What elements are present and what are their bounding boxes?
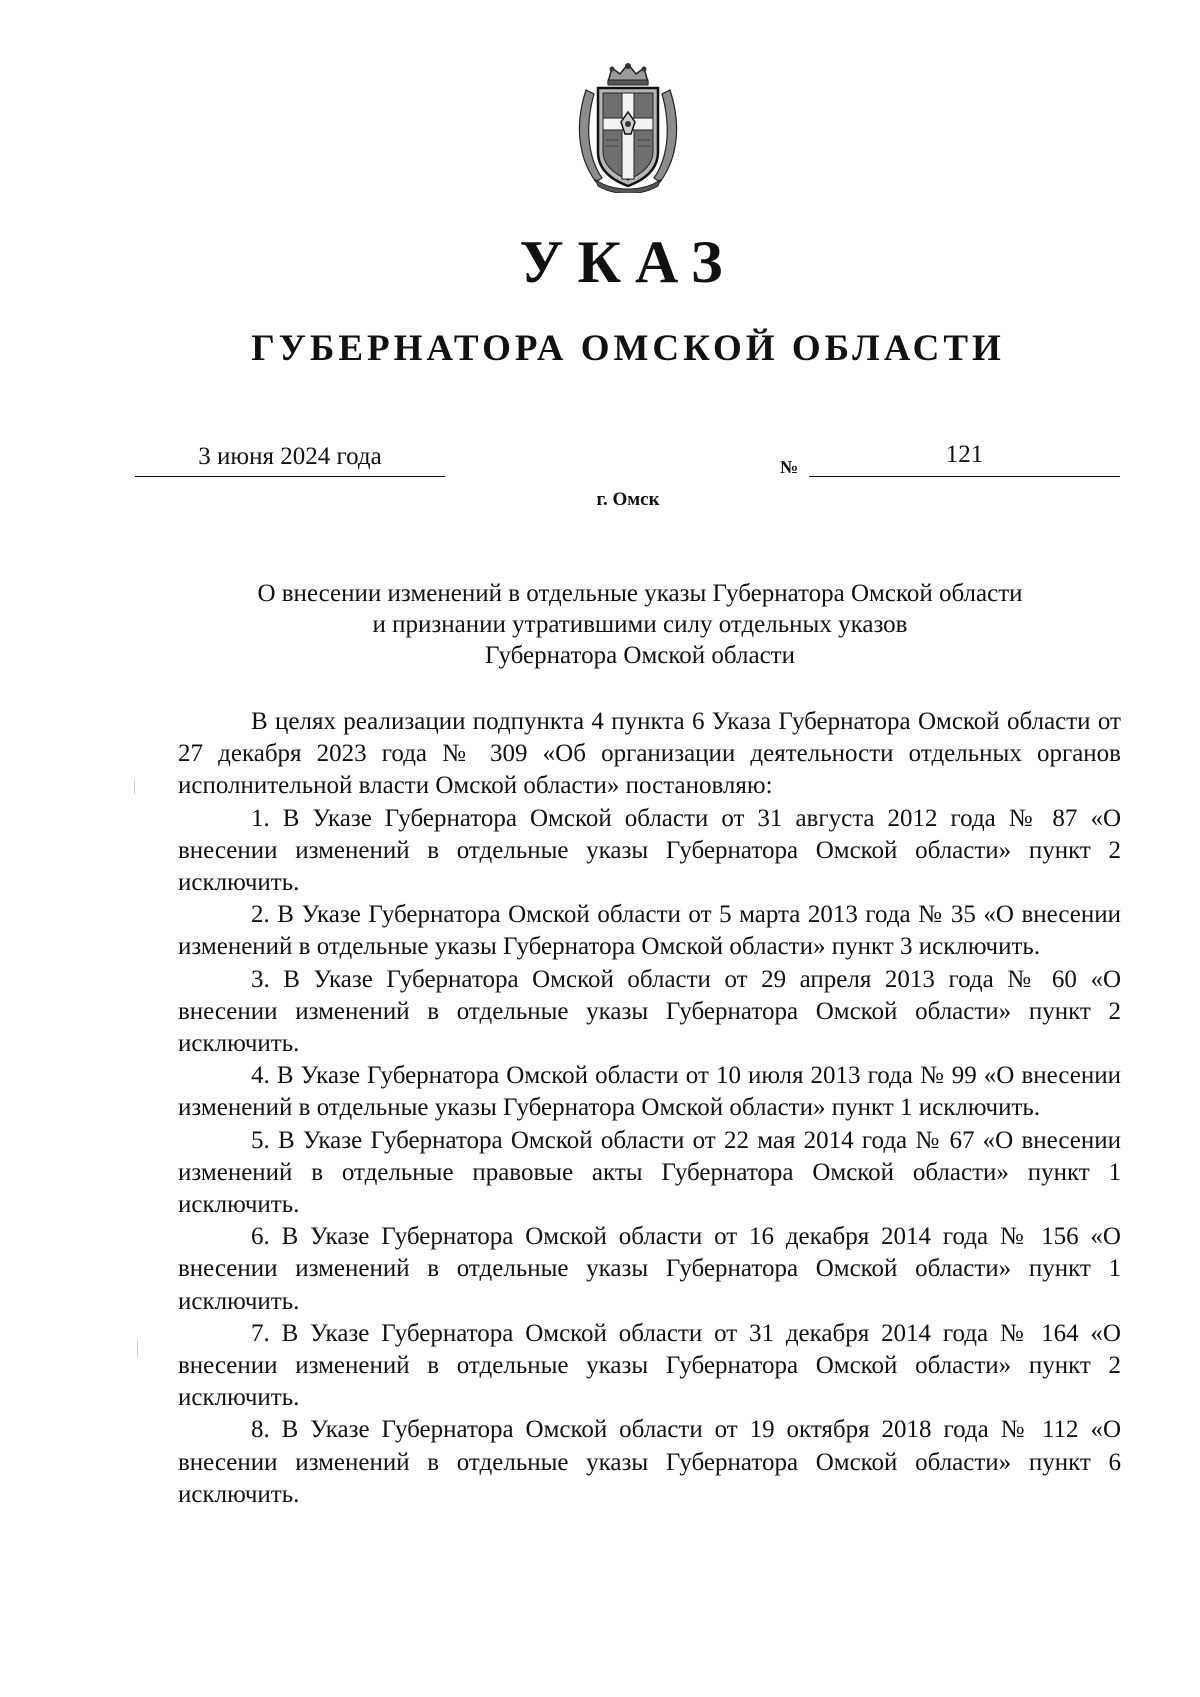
heading-line: Губернатора Омской области xyxy=(485,642,795,669)
body-paragraph-item: 8. В Указе Губернатора Омской области от 19 октября 2018 года № 112 «О внесении изменений в отдельные указы Губернатора Омской области» пункт 6 исключить. xyxy=(178,1416,1121,1508)
body-paragraph-item: 6. В Указе Губернатора Омской области от 16 декабря 2014 года № 156 «О внесении изменений в отдельные указы Губернатора Омской области» пункт 1 исключить. xyxy=(178,1223,1121,1315)
body-paragraph-item: 5. В Указе Губернатора Омской области от 22 мая 2014 года № 67 «О внесении изменений в отдельные правовые акты Губернатора Омской области» пункт 1 исключить. xyxy=(178,1126,1121,1219)
body-paragraph-item: 7. В Указе Губернатора Омской области от 31 декабря 2014 года № 164 «О внесении изменений в отдельные указы Губернатора Омской области» пункт 2 исключить. xyxy=(178,1319,1121,1412)
body-paragraph-preamble: В целях реализации подпункта 4 пункта 6 Указа Губернатора Омской области от 27 декабря 2023 года № 309 «Об организации деятельности отдельных органов исполнительной власти Омской области» постановляю: xyxy=(178,708,1121,800)
document-body xyxy=(178,706,1121,1511)
heading-line: О внесении изменений в отдельные указы Губернатора Омской области xyxy=(257,580,1023,607)
document-subtitle: ГУБЕРНАТОРА ОМСКОЙ ОБЛАСТИ xyxy=(251,328,1005,369)
document-city: г. Омск xyxy=(596,489,660,510)
document-number: 121 xyxy=(809,436,1120,477)
body-paragraph-item: 2. В Указе Губернатора Омской области от 5 марта 2013 года № 35 «О внесении изменений в отдельные указы Губернатора Омской области» пункт 3 исключить. xyxy=(178,901,1121,961)
coat-of-arms-icon xyxy=(572,60,684,193)
document-heading xyxy=(150,578,1130,671)
document-date: 3 июня 2024 года xyxy=(135,438,445,477)
heading-line: и признании утратившими силу отдельных указов xyxy=(372,611,908,638)
body-paragraph-item: 1. В Указе Губернатора Омской области от 31 августа 2012 года № 87 «О внесении изменений в отдельные указы Губернатора Омской области» пункт 2 исключить. xyxy=(178,804,1121,897)
document-title: УКАЗ xyxy=(519,229,737,295)
number-sign: № xyxy=(780,457,799,477)
body-paragraph-item: 3. В Указе Губернатора Омской области от 29 апреля 2013 года № 60 «О внесении изменений в отдельные указы Губернатора Омской области» пункт 2 исключить. xyxy=(178,965,1121,1058)
scan-mark xyxy=(134,780,135,794)
body-paragraph-item: 4. В Указе Губернатора Омской области от 10 июля 2013 года № 99 «О внесении изменений в отдельные указы Губернатора Омской области» пункт 1 исключить. xyxy=(178,1062,1121,1122)
scan-mark xyxy=(137,1340,138,1358)
